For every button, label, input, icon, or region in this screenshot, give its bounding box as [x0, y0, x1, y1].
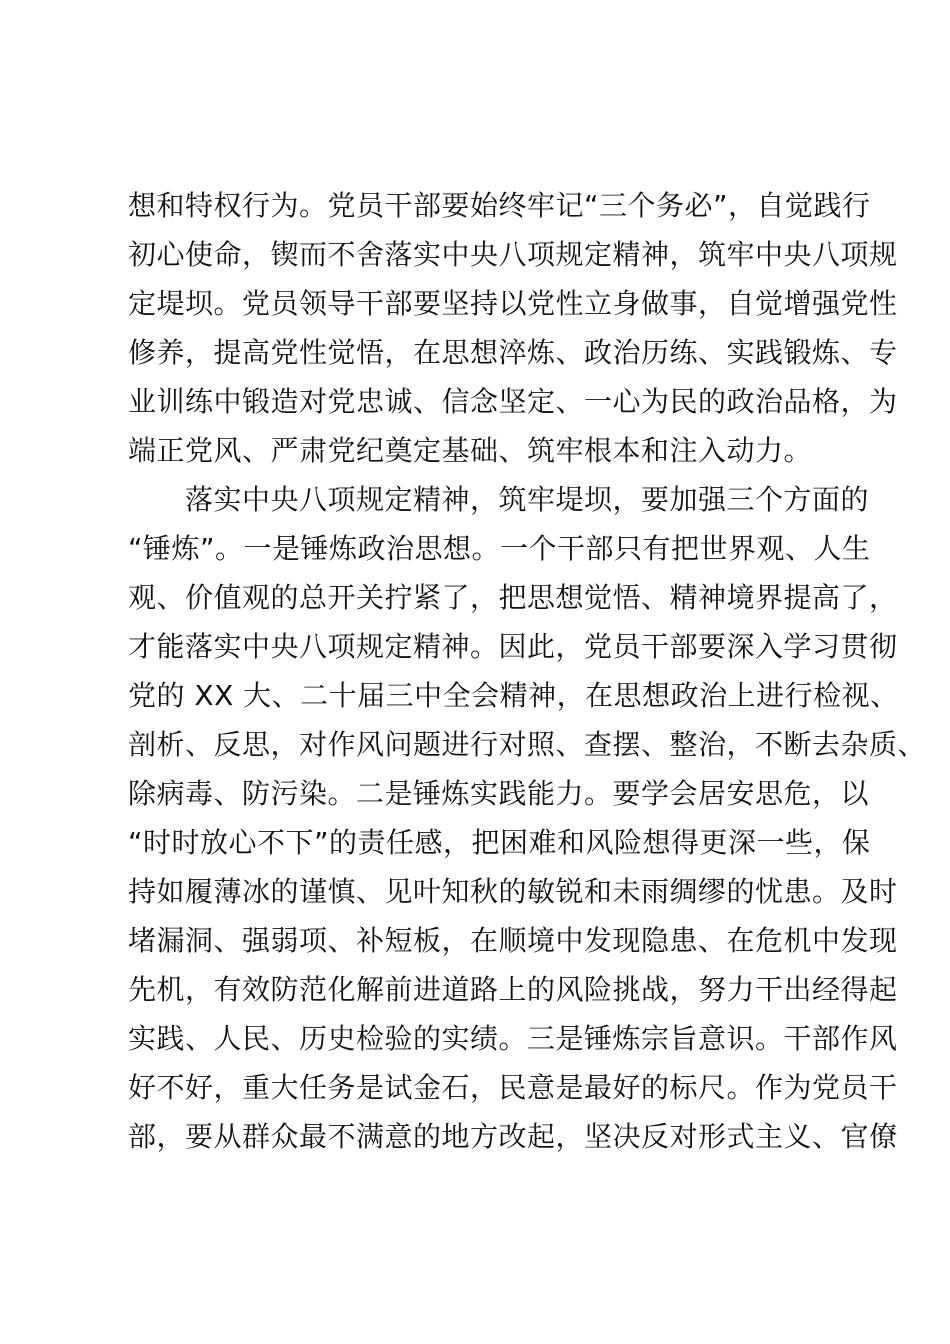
text-line: 部，要从群众最不满意的地方改起，坚决反对形式主义、官僚: [128, 1120, 898, 1153]
paragraph-start-line: 落实中央八项规定精神，筑牢堤坝，要加强三个方面的: [128, 483, 870, 516]
text-line: “时时放心不下”的责任感，把困难和风险想得更深一些，保: [128, 826, 871, 859]
text-line: 初心使命，锲而不舍落实中央八项规定精神，筑牢中央八项规: [128, 238, 898, 271]
body-text: [128, 181, 927, 1161]
text-line: 好不好，重大任务是试金石，民意是最好的标尺。作为党员干: [128, 1071, 898, 1104]
text-line: 修养，提高党性觉悟，在思想淬炼、政治历练、实践锻炼、专: [128, 336, 898, 369]
text-line: 观、价值观的总开关拧紧了，把思想觉悟、精神境界提高了，: [128, 581, 898, 614]
text-line: 定堤坝。党员领导干部要坚持以党性立身做事，自觉增强党性: [128, 287, 898, 320]
text-line: 才能落实中央八项规定精神。因此，党员干部要深入学习贯彻: [128, 630, 898, 663]
text-line: 除病毒、防污染。二是锤炼实践能力。要学会居安思危，以: [128, 777, 870, 810]
text-line: 端正党风、严肃党纪奠定基础、筑牢根本和注入动力。: [128, 434, 813, 467]
text-line: 堵漏洞、强弱项、补短板，在顺境中发现隐患、在危机中发现: [128, 924, 898, 957]
text-line: 业训练中锻造对党忠诚、信念坚定、一心为民的政治品格，为: [128, 385, 898, 418]
text-line: 先机，有效防范化解前进道路上的风险挑战，努力干出经得起: [128, 973, 898, 1006]
text-line: 实践、人民、历史检验的实绩。三是锤炼宗旨意识。干部作风: [128, 1022, 898, 1055]
text-line: 剖析、反思，对作风问题进行对照、查摆、整治，不断去杂质、: [128, 728, 927, 761]
text-line: 想和特权行为。党员干部要始终牢记“三个务必”，自觉践行: [128, 189, 871, 222]
text-line: “锤炼”。一是锤炼政治思想。一个干部只有把世界观、人生: [128, 532, 871, 565]
text-line: 党的 XX 大、二十届三中全会精神，在思想政治上进行检视、: [128, 679, 899, 712]
text-line: 持如履薄冰的谨慎、见叶知秋的敏锐和未雨绸缪的忧患。及时: [128, 875, 898, 908]
